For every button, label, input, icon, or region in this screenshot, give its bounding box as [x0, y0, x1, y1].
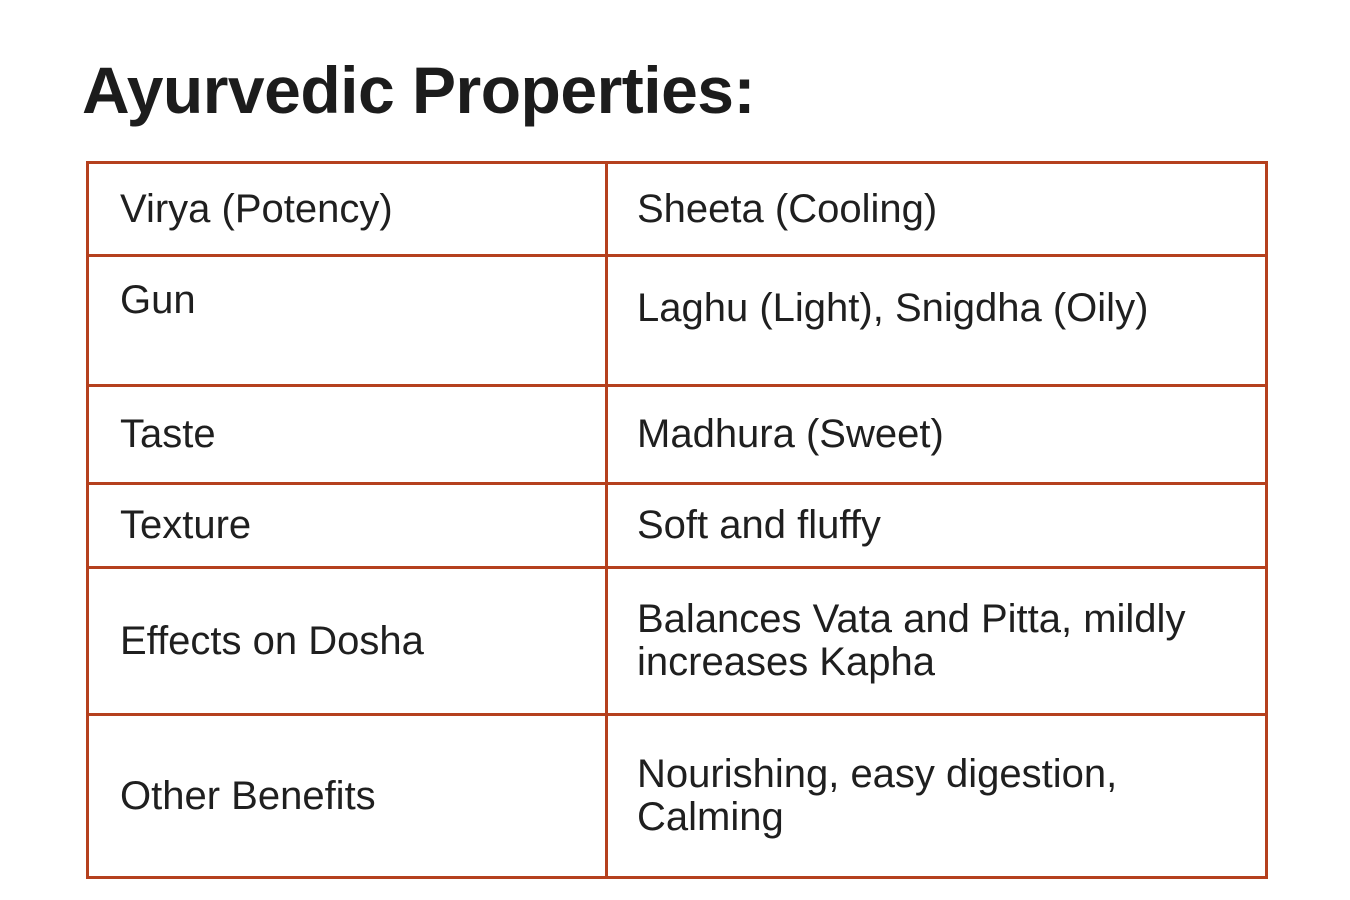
table-row	[88, 568, 1267, 715]
property-value: Balances Vata and Pitta, mildly increases Kapha	[607, 568, 1267, 715]
property-label: Other Benefits	[88, 715, 607, 878]
table-row	[88, 163, 1267, 256]
property-label: Taste	[88, 386, 607, 484]
table-row	[88, 715, 1267, 878]
property-label: Virya (Potency)	[88, 163, 607, 256]
property-label: Gun	[88, 256, 607, 386]
table-row	[88, 386, 1267, 484]
table-row	[88, 256, 1267, 386]
property-value: Nourishing, easy digestion, Calming	[607, 715, 1267, 878]
property-value: Laghu (Light), Snigdha (Oily)	[607, 256, 1267, 386]
property-value: Madhura (Sweet)	[607, 386, 1267, 484]
property-value: Soft and fluffy	[607, 484, 1267, 568]
property-label: Texture	[88, 484, 607, 568]
page-title: Ayurvedic Properties:	[82, 53, 755, 127]
properties-table	[86, 161, 1268, 879]
property-value: Sheeta (Cooling)	[607, 163, 1267, 256]
table-row	[88, 484, 1267, 568]
property-label: Effects on Dosha	[88, 568, 607, 715]
